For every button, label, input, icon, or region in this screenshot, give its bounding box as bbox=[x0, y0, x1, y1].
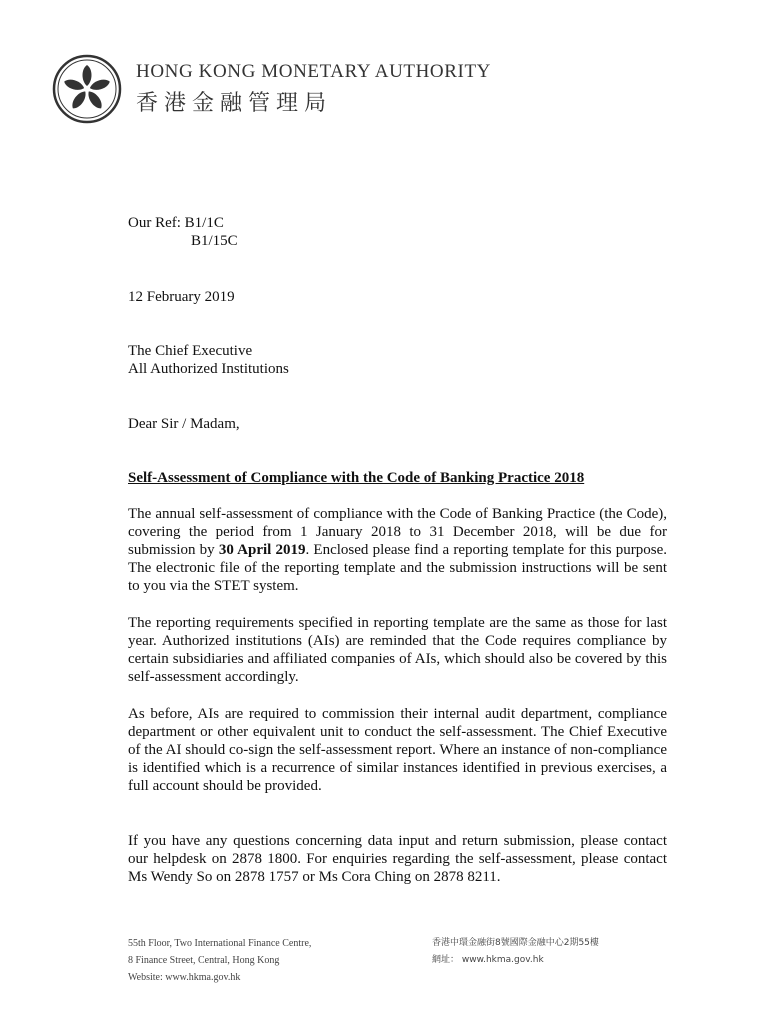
letter-date: 12 February 2019 bbox=[128, 289, 235, 305]
p1-text-after: . Enclosed please find a reporting template for this purpose. The electronic file of the reporting template and the submission instructions will be sent to you via the STET system. bbox=[128, 542, 668, 594]
p1-deadline: 30 April 2019 bbox=[218, 542, 306, 558]
footer-left-line-2: 8 Finance Street, Central, Hong Kong bbox=[128, 955, 280, 966]
recipient-line-1: The Chief Executive bbox=[128, 343, 253, 359]
body-paragraph-1 bbox=[128, 505, 667, 595]
footer-website-en: Website: www.hkma.gov.hk bbox=[128, 972, 241, 983]
footer-address-zh bbox=[432, 935, 599, 969]
salutation: Dear Sir / Madam, bbox=[128, 416, 240, 432]
reference-line: Our Ref: B1/1C bbox=[128, 215, 224, 231]
footer-left-line-1: 55th Floor, Two International Finance Centre, bbox=[128, 938, 312, 949]
bauhinia-logo-icon bbox=[52, 54, 122, 124]
org-name-english: HONG KONG MONETARY AUTHORITY bbox=[136, 61, 491, 82]
recipient-address bbox=[128, 342, 289, 378]
recipient-line-2: All Authorized Institutions bbox=[128, 361, 289, 377]
footer-right-line-1: 香港中環金融街8號國際金融中心2期55樓 bbox=[432, 938, 599, 948]
body-paragraph-4: If you have any questions concerning data input and return submission, please contact our helpdesk on 2878 1800. For enquiries regarding the self-assessment, please contact Ms Wendy So on 2878 1757 or Ms Cora Ching on 2878 8211. bbox=[128, 833, 667, 885]
footer-address-en bbox=[128, 935, 311, 986]
footer-website-zh: 網址： www.hkma.gov.hk bbox=[432, 955, 544, 965]
body-paragraph-2: The reporting requirements specified in reporting template are the same as those for last year. Authorized institutions (AIs) are reminded that the Code requires compliance by certain subsidiaries and affiliated companies of AIs, which should also be covered by this self-assessment accordingly. bbox=[128, 615, 667, 685]
p1-text-before: The annual self-assessment of compliance with the Code of Banking Practice (the Code), covering the period from 1 January 2018 to 31 December 2018, will be due for submission by bbox=[128, 506, 667, 558]
hkma-logo-svg bbox=[52, 54, 122, 124]
reference-second: B1/15C bbox=[191, 233, 238, 249]
subject-heading: Self-Assessment of Compliance with the Code of Banking Practice 2018 bbox=[128, 470, 585, 486]
org-name-chinese: 香港金融管理局 bbox=[136, 91, 333, 116]
body-paragraph-3: As before, AIs are required to commission their internal audit department, compliance department or other equivalent unit to conduct the self-assessment. The Chief Executive of the AI should co-sign the self-assessment report. Where an instance of non-compliance is identified which is a recurrence of similar instances identified in previous exercises, a full account should be provided. bbox=[128, 706, 667, 794]
